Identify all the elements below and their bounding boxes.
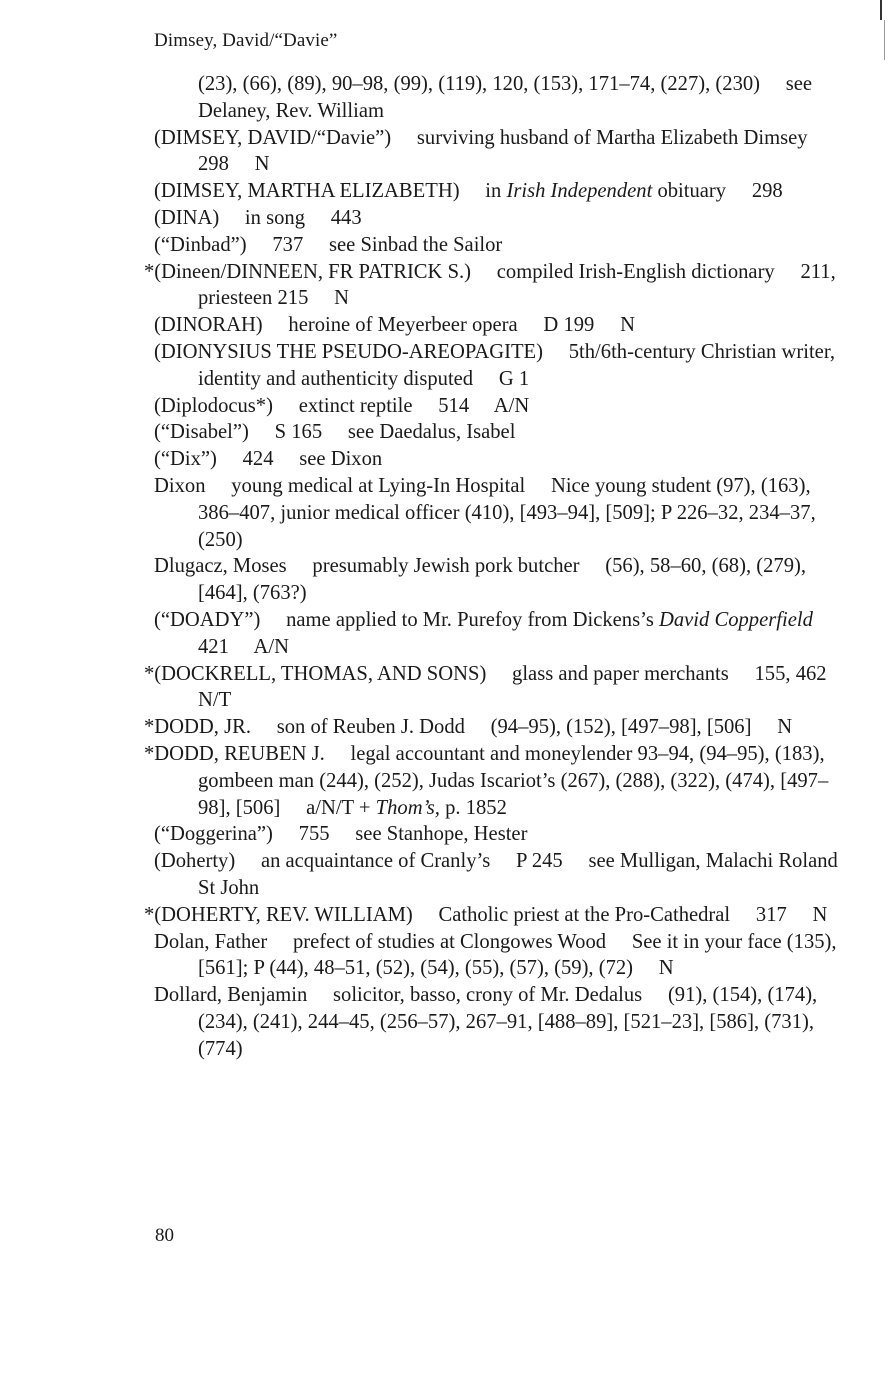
index-entry xyxy=(0,902,893,929)
entry-text: Dolan, Father prefect of studies at Clongowes Wood See it in your face (135), [561]; P (44), 48–51, (52), (54), (55), (57), (59), (72) N xyxy=(154,930,842,980)
index-entry xyxy=(0,741,893,821)
entry-text: (Diplodocus*) extinct reptile 514 A/N xyxy=(154,394,530,417)
index-entry xyxy=(0,473,893,553)
index-entry xyxy=(0,232,893,259)
italic-title: David Copperfield xyxy=(659,608,813,631)
index-entry xyxy=(0,393,893,420)
entry-text: (“Dix”) 424 see Dixon xyxy=(154,448,383,471)
running-head: Dimsey, David/“Davie” xyxy=(154,30,338,51)
entry-text: (DIMSEY, MARTHA ELIZABETH) in xyxy=(154,180,507,203)
page-edge-mark xyxy=(884,20,885,60)
entry-text: Dixon young medical at Lying-In Hospital Nice young student (97), (163), 386–407, junior medical officer (410), [493–94], [509]; P 226–32, 234–37, (250) xyxy=(154,474,821,551)
italic-title: Thom’s, xyxy=(375,796,440,819)
entry-text: *(DOCKRELL, THOMAS, AND SONS) glass and paper merchants 155, 462 N/T xyxy=(144,662,853,712)
entry-text: (DIMSEY, DAVID/“Davie”) surviving husband of Martha Elizabeth Dimsey 298 N xyxy=(154,126,834,176)
index-entry xyxy=(0,607,893,661)
index-entry xyxy=(0,661,893,715)
index-entry xyxy=(0,259,893,313)
index-entry xyxy=(0,312,893,339)
entry-text: (DINORAH) heroine of Meyerbeer opera D 199 N xyxy=(154,314,635,337)
index-entry xyxy=(0,714,893,741)
entry-text: *(Dineen/DINNEEN, FR PATRICK S.) compiled Irish-English dictionary 211, priesteen 215 N xyxy=(144,260,841,310)
index-entry xyxy=(0,929,893,983)
index-entry xyxy=(0,71,893,125)
entry-text: Dlugacz, Moses presumably Jewish pork butcher (56), 58–60, (68), (279), [464], (763?) xyxy=(154,555,812,605)
page-edge-mark xyxy=(880,0,882,20)
index-entry xyxy=(0,553,893,607)
page-number: 80 xyxy=(155,1225,174,1246)
index-entry xyxy=(0,205,893,232)
index-entry xyxy=(0,419,893,446)
entry-text: (Doherty) an acquaintance of Cranly’s P 245 see Mulligan, Malachi Roland St John xyxy=(154,850,843,899)
index-entry xyxy=(0,339,893,393)
index-entry xyxy=(0,848,893,902)
index-entry xyxy=(0,821,893,848)
index-entry xyxy=(0,982,893,1062)
entry-text: 421 A/N xyxy=(198,608,839,658)
entry-text: *DODD, REUBEN J. legal accountant and moneylender 93–94, (94–95), (183), gombeen man (244), (252), Judas Iscariot’s (267), (288), (322), (474), [497–98], [506] a/N/T + xyxy=(144,742,830,819)
entry-text: (“DOADY”) name applied to Mr. Purefoy from Dickens’s xyxy=(154,608,659,631)
italic-title: Irish Independent xyxy=(506,180,653,203)
entry-text: (DINA) in song 443 xyxy=(154,206,362,229)
entry-text: (“Dinbad”) 737 see Sinbad the Sailor xyxy=(154,233,503,256)
index-entries xyxy=(0,71,893,1062)
entry-text: (DIONYSIUS THE PSEUDO-AREOPAGITE) 5th/6th-century Christian writer, identity and authenticity disputed G 1 xyxy=(154,340,841,390)
entry-text: p. 1852 xyxy=(439,796,507,819)
entry-text: *(DOHERTY, REV. WILLIAM) Catholic priest at the Pro-Cathedral 317 N xyxy=(144,903,828,926)
entry-text: (“Disabel”) S 165 see Daedalus, Isabel xyxy=(154,421,516,444)
index-entry xyxy=(0,178,893,205)
entry-text: (“Doggerina”) 755 see Stanhope, Hester xyxy=(154,823,528,846)
entry-text: Dollard, Benjamin solicitor, basso, crony of Mr. Dedalus (91), (154), (174), (234), (241), 244–45, (256–57), 267–91, [488–89], [521–23], [586], (731), (774) xyxy=(154,984,823,1060)
entry-text: *DODD, JR. son of Reuben J. Dodd (94–95), (152), [497–98], [506] N xyxy=(144,716,793,739)
entry-text: obituary 298 xyxy=(652,180,783,203)
entry-text: (23), (66), (89), 90–98, (99), (119), 120, (153), 171–74, (227), (230) see Delaney, Rev. William xyxy=(198,73,818,122)
index-entry xyxy=(0,446,893,473)
index-entry xyxy=(0,125,893,179)
